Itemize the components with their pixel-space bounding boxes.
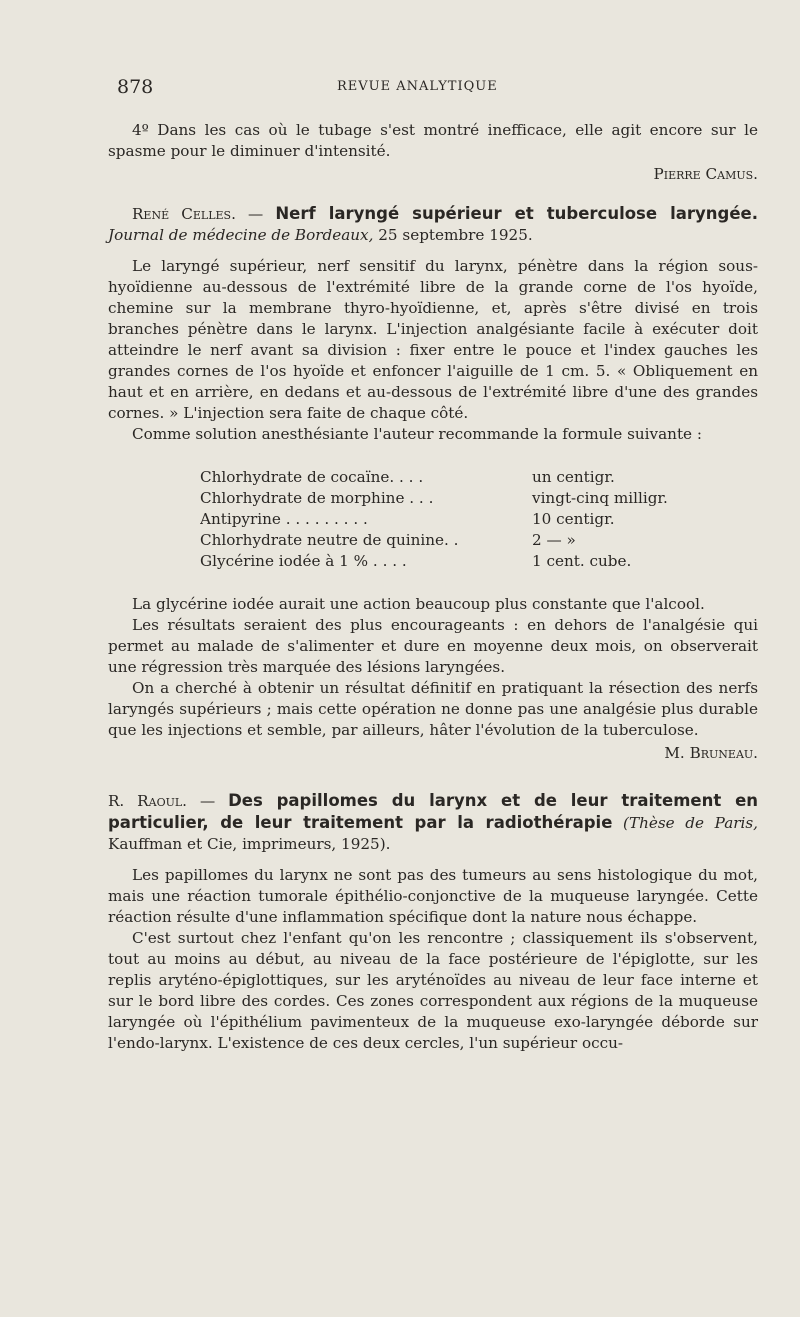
article-celles (108, 203, 758, 764)
article-publisher: Kauffman et Cie, imprimeurs, 1925). (108, 835, 391, 853)
article-date: 25 septembre 1925. (378, 226, 533, 244)
recipe-row (200, 467, 758, 488)
page-number: 878 (117, 76, 154, 98)
article-body (108, 865, 758, 1054)
recipe-ingredient: Glycérine iodée à 1 % . . . . (200, 552, 407, 570)
article-raoul (108, 790, 758, 1054)
previous-article-text: 4º Dans les cas où le tubage s'est montré inefficace, elle agit encore sur le spasme pour le diminuer d'intensité. (108, 121, 758, 160)
signature-camus: Pierre Camus. (653, 165, 758, 183)
running-title: REVUE ANALYTIQUE (337, 79, 498, 94)
recipe-ingredient: Chlorhydrate de morphine . . . (200, 489, 434, 507)
recipe-row (200, 551, 758, 572)
recipe-ingredient: Chlorhydrate de cocaïne. . . . (200, 468, 424, 486)
article-journal: Journal de médecine de Bordeaux, (108, 226, 374, 244)
article-citation (108, 790, 758, 855)
article-body (108, 256, 758, 764)
recipe-row (200, 509, 758, 530)
paragraph: Comme solution anesthésiante l'auteur recommande la formule suivante : (132, 425, 702, 443)
recipe-dose: 2 — » (532, 531, 576, 549)
paragraph: On a cherché à obtenir un résultat définitif en pratiquant la résection des nerfs laryngés supérieurs ; mais cette opération ne donne pas une analgésie plus durable que les injections et semble, par ailleurs, hâter l'évolution de la tuberculose. (108, 679, 758, 739)
recipe-dose: un centigr. (532, 468, 615, 486)
citation-dash: — (199, 792, 216, 810)
article-thesis: (Thèse de Paris, (623, 814, 758, 832)
recipe-row (200, 488, 758, 509)
paragraph: La glycérine iodée aurait une action beaucoup plus constante que l'alcool. (132, 595, 705, 613)
article-citation (108, 203, 758, 246)
article-title: Nerf laryngé supérieur et tuberculose laryngée. (275, 204, 758, 223)
recipe-dose: vingt-cinq milligr. (532, 489, 668, 507)
article-author: René Celles. (132, 205, 236, 223)
paragraph: Les papillomes du larynx ne sont pas des tumeurs au sens histologique du mot, mais une réaction tumorale épithélio-conjonctive de la muqueuse laryngée. Cette réaction résulte d'une inflammation spécifique dont la nature nous échappe. (108, 866, 758, 926)
paragraph: Le laryngé supérieur, nerf sensitif du larynx, pénètre dans la région sous-hyoïdienne au-dessous de l'extrémité libre de la grande corne de l'os hyoïde, chemine sur la membrane thyro-hyoïdienne, et, après s'être divisé en trois branches pénètre dans le larynx. L'injection analgésiante facile à exécuter doit atteindre le nerf avant sa division : fixer entre le pouce et l'index gauches les grandes cornes de l'os hyoïde et enfoncer l'aiguille de 1 cm. 5. « Obliquement en haut et en arrière, en dedans et au-dessous de l'extrémité libre d'une des grandes cornes. » L'injection sera faite de chaque côté. (108, 257, 758, 422)
article-signature (108, 743, 758, 764)
recipe-ingredient: Antipyrine . . . . . . . . . (200, 510, 368, 528)
recipe-ingredient: Chlorhydrate neutre de quinine. . (200, 531, 459, 549)
page-content (108, 120, 758, 1054)
paragraph: C'est surtout chez l'enfant qu'on les rencontre ; classiquement ils s'observent, tout au moins au début, au niveau de la face postérieure de l'épiglotte, sur les replis aryténo-épiglottiques, sur les aryténoïdes au niveau de leur face interne et sur le bord libre des cordes. Ces zones correspondent aux régions de la muqueuse laryngée où l'épithélium pavimenteux de la muqueuse exo-laryngée déborde sur l'endo-larynx. L'existence de ces deux cercles, l'un supérieur occu- (108, 929, 758, 1052)
recipe-row (200, 530, 758, 551)
paragraph: Les résultats seraient des plus encourageants : en dehors de l'analgésie qui permet au malade de s'alimenter et dure en moyenne deux mois, on observerait une régression très marquée des lésions laryngées. (108, 616, 758, 676)
recipe-dose: 10 centigr. (532, 510, 615, 528)
article-title: Des papillomes du larynx et de leur traitement en particulier, de leur traitement par la radiothérapie (108, 791, 759, 832)
article-author: R. Raoul. (108, 792, 187, 810)
previous-article-signature (108, 164, 758, 185)
citation-dash: — (248, 205, 264, 223)
signature-bruneau: M. Bruneau. (664, 744, 758, 762)
recipe-formula (200, 467, 758, 572)
recipe-dose: 1 cent. cube. (532, 552, 632, 570)
page-header (117, 76, 757, 102)
